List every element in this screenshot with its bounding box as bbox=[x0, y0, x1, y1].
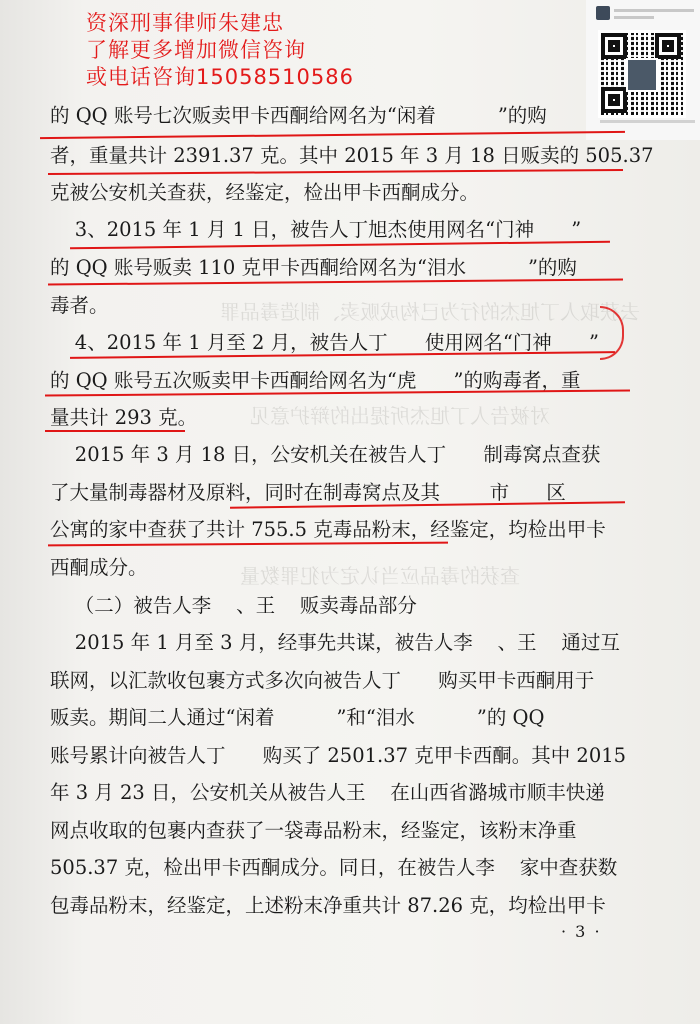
text-line: 的 QQ 账号五次贩卖甲卡西酮给网名为“虎 ”的购毒者，重 bbox=[50, 369, 581, 392]
bleed-through-text: 查获的毒品应当认定为犯罪数量 bbox=[240, 564, 520, 588]
text-line: 网点收取的包裹内查获了一袋毒品粉末，经鉴定，该粉末净重 bbox=[50, 819, 577, 842]
text-line: 量共计 293 克。 bbox=[50, 406, 198, 429]
text-line: 账号累计向被告人丁 购买了 2501.37 克甲卡西酮。其中 2015 bbox=[50, 744, 627, 767]
text-line: 联网，以汇款收包裹方式多次向被告人丁 购买甲卡西酮用于 bbox=[50, 669, 595, 692]
ad-line-2: 了解更多增加微信咨询 bbox=[86, 38, 306, 62]
qr-center-photo-icon bbox=[626, 58, 658, 92]
profile-subtitle-placeholder bbox=[614, 16, 654, 19]
page-number: · 3 · bbox=[561, 922, 602, 941]
red-underline-mark bbox=[48, 169, 623, 175]
text-line: 的 QQ 账号七次贩卖甲卡西酮给网名为“闲着 ”的购 bbox=[50, 104, 547, 127]
lawyer-ad-overlay bbox=[86, 10, 354, 91]
qr-finder-icon bbox=[655, 33, 681, 59]
bleed-through-text: 去获取人丁旭杰的行为已构成贩卖、制造毒品罪 bbox=[220, 300, 640, 324]
text-line: 了大量制毒器材及原料，同时在制毒窝点及其 市 区 bbox=[50, 481, 566, 504]
red-underline-mark bbox=[40, 131, 625, 139]
text-line: 包毒品粉末，经鉴定，上述粉末净重共计 87.26 克，均检出甲卡 bbox=[50, 894, 606, 917]
text-line: 年 3 月 23 日，公安机关从被告人王 在山西省潞城市顺丰快递 bbox=[50, 781, 605, 804]
text-line: 西酮成分。 bbox=[50, 556, 148, 579]
text-line: 4、2015 年 1 月至 2 月，被告人丁 使用网名“门神 ” bbox=[50, 331, 599, 354]
text-line: 3、2015 年 1 月 1 日，被告人丁旭杰使用网名“门神 ” bbox=[50, 218, 582, 241]
red-underline-mark bbox=[45, 430, 185, 432]
text-line: 2015 年 1 月至 3 月，经事先共谋，被告人李 、王 通过互 bbox=[50, 631, 620, 654]
ad-line-3: 或电话咨询15058510586 bbox=[86, 65, 354, 89]
qr-finder-icon bbox=[601, 87, 627, 113]
qr-caption-placeholder bbox=[600, 120, 695, 123]
bleed-through-text: 对被告人丁旭杰所提出的辩护意见 bbox=[250, 404, 550, 428]
text-line: 公寓的家中查获了共计 755.5 克毒品粉末，经鉴定，均检出甲卡 bbox=[50, 518, 606, 541]
text-line: 毒者。 bbox=[50, 294, 109, 317]
text-line: 的 QQ 账号贩卖 110 克甲卡西酮给网名为“泪水 ”的购 bbox=[50, 256, 577, 279]
profile-name-placeholder bbox=[614, 9, 694, 12]
ad-line-1: 资深刑事律师朱建忠 bbox=[86, 11, 284, 35]
text-line: 505.37 克，检出甲卡西酮成分。同日，在被告人李 家中查获数 bbox=[50, 856, 618, 879]
section-heading: （二）被告人李 、王 贩卖毒品部分 bbox=[50, 594, 417, 617]
text-line: 者，重量共计 2391.37 克。其中 2015 年 3 月 18 日贩卖的 505.37 bbox=[50, 144, 654, 167]
profile-avatar-icon bbox=[596, 6, 610, 20]
text-line: 2015 年 3 月 18 日，公安机关在被告人丁 制毒窝点查获 bbox=[50, 443, 601, 466]
text-line: 克被公安机关查获，经鉴定，检出甲卡西酮成分。 bbox=[50, 181, 480, 204]
text-line: 贩卖。期间二人通过“闲着 ”和“泪水 ”的 QQ bbox=[50, 706, 545, 729]
qr-finder-icon bbox=[601, 33, 627, 59]
